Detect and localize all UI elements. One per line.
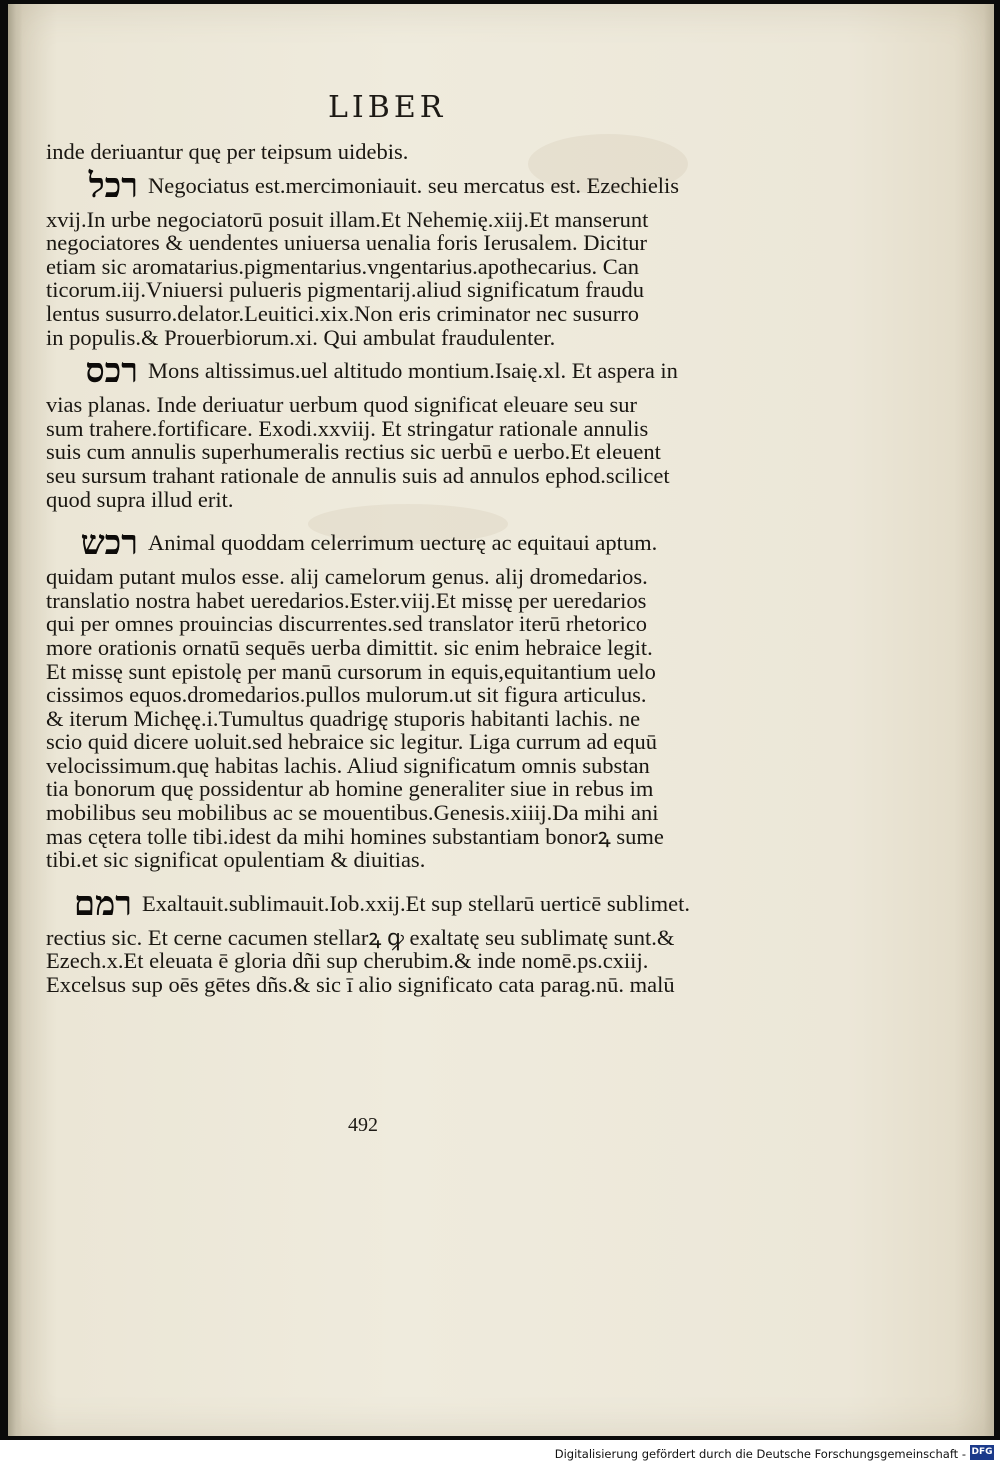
text-line: qui per omnes prouincias discurrentes.sed translator iterū rhetorico	[46, 611, 648, 637]
entry-first-line: Exaltauit.sublimauit.Iob.xxij.Et sup stellarū uerticē sublimet.	[141, 891, 690, 917]
running-head: LIBER	[328, 90, 447, 125]
dfg-logo-icon: DFG	[970, 1445, 994, 1460]
hebrew-headword: רכל	[88, 165, 138, 206]
book-page	[8, 4, 994, 1436]
text-line: Ezech.x.Et eleuata ē gloria dñi sup cherubim.& inde nomē.ps.cxiij.	[46, 948, 649, 974]
text-line: scio quid dicere uoluit.sed hebraice sic legitur. Liga currum ad equū	[46, 729, 658, 755]
entry-first-line: Animal quoddam celerrimum uecturę ac equitaui aptum.	[148, 530, 658, 556]
entry-heading	[46, 349, 690, 393]
text-line: etiam sic aromatarius.pigmentarius.vngentarius.apothecarius. Can	[46, 253, 639, 279]
text-line: suis cum annulis superhumeralis rectius sic uerbū e uerbo.Et eleuent	[46, 439, 661, 465]
entry-heading	[46, 521, 690, 565]
entry-first-line: Negociatus est.mercimoniauit. seu mercatus est. Ezechielis	[148, 172, 680, 198]
text-block	[46, 140, 690, 997]
footer-bar	[0, 1440, 1000, 1467]
folio-number: 492	[348, 1114, 378, 1136]
entry-first-line: Mons altissimus.uel altitudo montium.Isaię.xl. Et aspera in	[148, 358, 678, 384]
text-line: & iterum Michęę.i.Tumultus quadrigę stuporis habitanti lachis. ne	[46, 705, 641, 731]
text-line: inde deriuantur quę per teipsum uidebis.	[46, 139, 409, 164]
text-line: Excelsus sup oēs gētes dñs.& sic ī alio significato cata parag.nū. malū	[46, 972, 675, 998]
text-line: Et missę sunt epistolę per manū cursorum in equis,equitantium uelo	[46, 658, 656, 684]
text-line: rectius sic. Et cerne cacumen stellarꝝ ꝙ exaltatę seu sublimatę sunt.&	[46, 924, 675, 950]
text-line: ticorum.iij.Vniuersi pulueris pigmentarij.aliud significatum fraudu	[46, 277, 644, 303]
text-line: tibi.et sic significat opulentiam & diuitias.	[46, 847, 426, 873]
text-line: tia bonorum quę possidentur ab homine generaliter siue in rebus im	[46, 776, 654, 802]
page-gutter-shadow	[8, 4, 22, 1436]
hebrew-headword: רכש	[80, 523, 138, 564]
hebrew-headword: רכס	[85, 351, 138, 392]
text-line: in populis.& Prouerbiorum.xi. Qui ambulat fraudulenter.	[46, 324, 556, 350]
spacer	[46, 511, 690, 521]
text-line: lentus susurro.delator.Leuitici.xix.Non eris criminator nec susurro	[46, 300, 639, 326]
text-line: quidam putant mulos esse. alij camelorum genus. alij dromedarios.	[46, 564, 648, 590]
page-right-edge	[984, 4, 994, 1436]
spacer	[46, 872, 690, 882]
text-line: quod supra illud erit.	[46, 486, 234, 512]
text-line: xvij.In urbe negociatorū posuit illam.Et Nehemię.xiij.Et manserunt	[46, 206, 649, 232]
hebrew-headword: רמם	[73, 883, 132, 924]
text-line: mobilibus seu mobilibus ac se mouentibus.Genesis.xiiij.Da mihi ani	[46, 800, 659, 826]
entry-heading	[46, 882, 690, 926]
funding-credit: Digitalisierung gefördert durch die Deutsche Forschungsgemeinschaft -	[554, 1447, 966, 1461]
text-line: sum trahere.fortificare. Exodi.xxviij. Et stringatur rationale annulis	[46, 415, 649, 441]
text-line: mas cętera tolle tibi.idest da mihi homines substantiam bonorꝝ sume	[46, 823, 664, 849]
text-line: velocissimum.quę habitas lachis. Aliud significatum omnis substan	[46, 752, 650, 778]
text-line: vias planas. Inde deriuatur uerbum quod significat eleuare seu sur	[46, 392, 638, 418]
entry-heading	[46, 164, 690, 208]
text-line: translatio nostra habet ueredarios.Ester.viij.Et missę per ueredarios	[46, 587, 647, 613]
text-line: negociatores & uendentes uniuersa uenalia foris Ierusalem. Dicitur	[46, 230, 648, 256]
text-line: seu sursum trahant rationale de annulis suis ad annulos ephod.scilicet	[46, 462, 670, 488]
text-line: more orationis ornatū sequēs uerba dimittit. sic enim hebraice legit.	[46, 634, 653, 660]
text-line: cissimos equos.dromedarios.pullos mulorum.ut sit figura articulus.	[46, 682, 647, 708]
